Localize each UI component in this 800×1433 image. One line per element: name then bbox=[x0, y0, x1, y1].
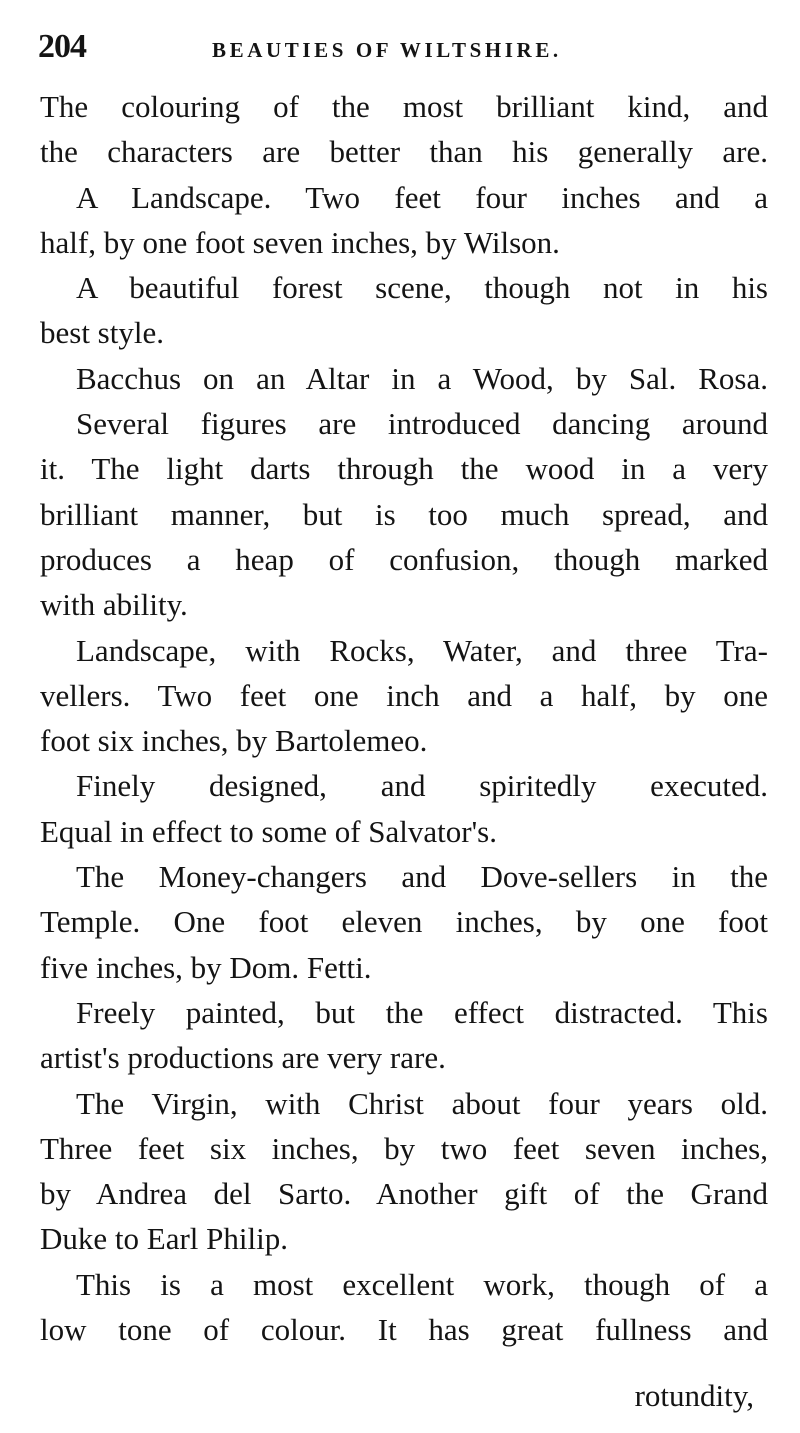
page-header bbox=[38, 28, 768, 72]
text-line: Landscape, with Rocks, Water, and three Tra- bbox=[76, 632, 768, 668]
text-line: five inches, by Dom. Fetti. bbox=[40, 949, 372, 985]
text-line: vellers. Two feet one inch and a half, by one bbox=[40, 677, 768, 713]
text-line: produces a heap of confusion, though marked bbox=[40, 541, 768, 577]
text-line: foot six inches, by Bartolemeo. bbox=[40, 723, 428, 759]
text-line: best style. bbox=[40, 315, 164, 351]
text-line: with ability. bbox=[40, 587, 188, 623]
text-line: A Landscape. Two feet four inches and a bbox=[76, 179, 768, 215]
catchword: rotundity, bbox=[634, 1378, 754, 1413]
text-line: artist's productions are very rare. bbox=[40, 1040, 446, 1076]
text-line: A beautiful forest scene, though not in his bbox=[76, 270, 768, 306]
text-line: The Virgin, with Christ about four years old. bbox=[76, 1085, 768, 1121]
text-line: This is a most excellent work, though of a bbox=[76, 1266, 768, 1302]
text-line: Duke to Earl Philip. bbox=[40, 1221, 288, 1257]
text-line: Three feet six inches, by two feet seven inches, bbox=[40, 1130, 768, 1166]
text-line: Several figures are introduced dancing around bbox=[76, 406, 768, 442]
text-line: low tone of colour. It has great fullness and bbox=[40, 1312, 768, 1348]
text-line: Equal in effect to some of Salvator's. bbox=[40, 813, 497, 849]
text-line: by Andrea del Sarto. Another gift of the Grand bbox=[40, 1176, 768, 1212]
text-line: it. The light darts through the wood in a very bbox=[40, 451, 768, 487]
text-line: The Money-changers and Dove-sellers in the bbox=[76, 859, 768, 895]
text-line: brilliant manner, but is too much spread, and bbox=[40, 496, 768, 532]
text-line: Temple. One foot eleven inches, by one foot bbox=[40, 904, 768, 940]
text-line: the characters are better than his generally are. bbox=[40, 134, 768, 170]
text-line: Bacchus on an Altar in a Wood, by Sal. Rosa. bbox=[76, 360, 768, 396]
text-line: half, by one foot seven inches, by Wilson. bbox=[40, 224, 560, 260]
running-title: BEAUTIES OF WILTSHIRE. bbox=[212, 38, 562, 62]
body-text bbox=[40, 84, 768, 1352]
text-line: Freely painted, but the effect distracted. This bbox=[76, 994, 768, 1030]
text-line: Finely designed, and spiritedly executed. bbox=[76, 768, 768, 804]
text-line: The colouring of the most brilliant kind, and bbox=[40, 89, 768, 124]
page-number: 204 bbox=[38, 28, 86, 65]
